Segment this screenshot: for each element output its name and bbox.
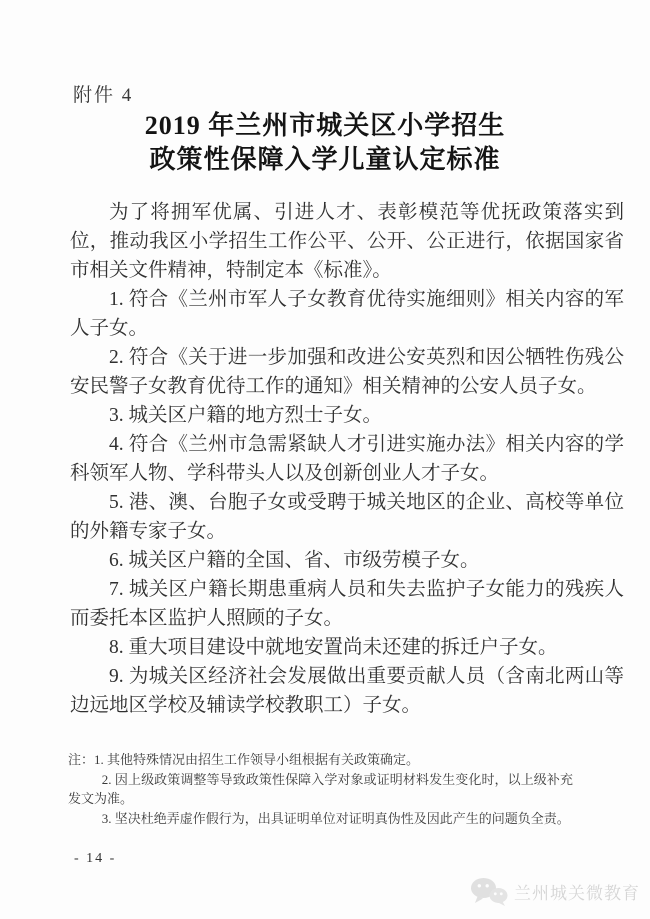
list-item-9: 9. 为城关区经济社会发展做出重要贡献人员（含南北两山等边远地区学校及辅读学校教职工）子女。 [70, 666, 624, 716]
page-number: - 14 - [74, 851, 117, 866]
document-title [0, 109, 650, 177]
watermark-text: 兰州城关微教育 [514, 884, 640, 903]
list-item-7: 7. 城关区户籍长期患重病人员和失去监护子女能力的残疾人而委托本区监护人照顾的子女。 [70, 579, 624, 629]
list-item-5: 5. 港、澳、台胞子女或受聘于城关地区的企业、高校等单位的外籍专家子女。 [70, 492, 624, 542]
note-item-1-text: 1. 其他特殊情况由招生工作领导小组根据有关政策确定。 [94, 752, 420, 767]
title-line-2: 政策性保障入学儿童认定标准 [149, 145, 501, 174]
list-item-6: 6. 城关区户籍的全国、省、市级劳模子女。 [109, 550, 480, 571]
attachment-label: 附件 4 [73, 85, 134, 106]
notes-section [68, 750, 573, 828]
document-body [70, 198, 624, 720]
wechat-icon [469, 876, 509, 907]
list-item-4: 4. 符合《兰州市急需紧缺人才引进实施办法》相关内容的学科领军人物、学科带头人以及创新创业人才子女。 [70, 434, 624, 484]
list-item-3: 3. 城关区户籍的地方烈士子女。 [109, 405, 383, 426]
list-item-8: 8. 重大项目建设中就地安置尚未还建的拆迁户子女。 [109, 637, 558, 658]
watermark [469, 876, 640, 907]
title-line-1: 2019 年兰州市城关区小学招生 [144, 111, 506, 140]
intro-paragraph: 为了将拥军优属、引进人才、表彰模范等优抚政策落实到位，推动我区小学招生工作公平、公开、公正进行，依据国家省市相关文件精神，特制定本《标准》。 [70, 202, 624, 281]
note-item-3: 3. 坚决杜绝弄虚作假行为，出具证明单位对证明真伪性及因此产生的问题负全责。 [101, 810, 570, 826]
note-item-2: 2. 因上级政策调整等导致政策性保障入学对象或证明材料发生变化时，以上级补充发文为准。 [68, 771, 573, 806]
notes-label: 注： [68, 752, 95, 767]
list-item-2: 2. 符合《关于进一步加强和改进公安英烈和因公牺牲伤残公安民警子女教育优待工作的通知》相关精神的公安人员子女。 [70, 347, 624, 397]
list-item-1: 1. 符合《兰州市军人子女教育优待实施细则》相关内容的军人子女。 [70, 289, 624, 339]
note-item-1 [68, 750, 573, 770]
